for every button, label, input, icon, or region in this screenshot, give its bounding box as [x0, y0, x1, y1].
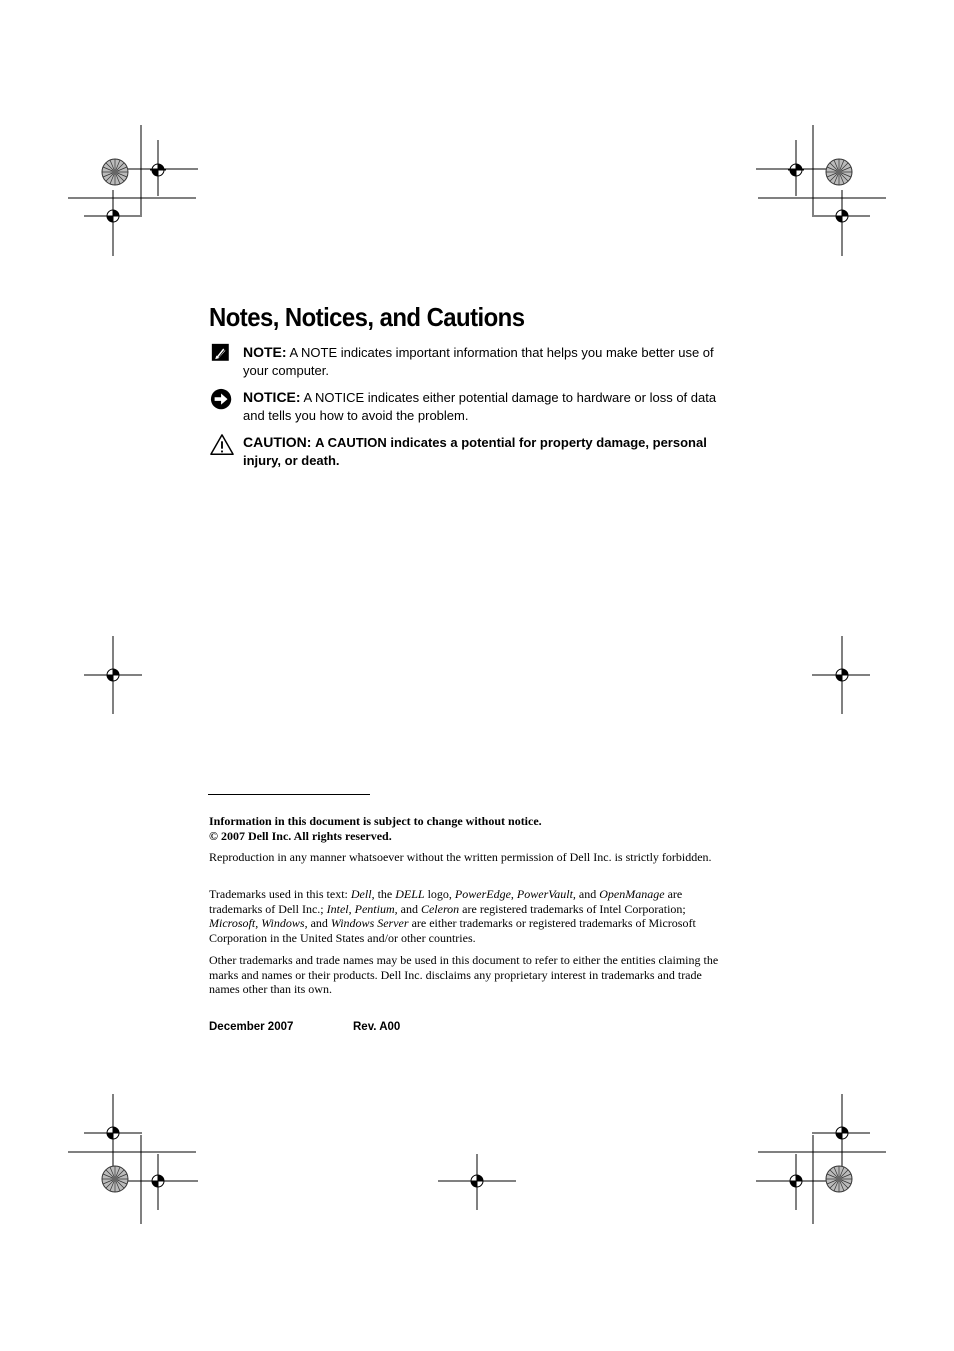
- tm-dell-logo: DELL: [395, 887, 425, 901]
- tm-text: Trademarks used in this text:: [209, 887, 351, 901]
- tm-celeron: Celeron: [420, 901, 460, 916]
- note-text: [243, 343, 728, 380]
- notice-text: [243, 388, 728, 425]
- notice-label: NOTICE:: [243, 389, 301, 405]
- change-notice-line: Information in this document is subject to change without notice.: [209, 814, 542, 828]
- note-body: A NOTE indicates important information that helps you make better use of your computer.: [243, 345, 714, 378]
- tm-intel: Intel: [326, 901, 349, 916]
- tm-text: ,: [255, 916, 262, 930]
- trademarks-paragraph: [209, 887, 724, 945]
- note-label: NOTE:: [243, 344, 287, 360]
- tm-windows-server: Windows Server: [330, 916, 409, 930]
- tm-poweredge: PowerEdge: [454, 887, 511, 901]
- page-title: Notes, Notices, and Cautions: [209, 302, 525, 332]
- tm-windows: Windows: [261, 916, 305, 930]
- tm-text: are either trademarks or registered trademarks of Microsoft Corporation in the United States and/or other countries.: [209, 916, 696, 945]
- footer-revision: Rev. A00: [353, 1021, 401, 1033]
- caution-text: [243, 433, 728, 470]
- pencil-note-icon: [211, 343, 233, 365]
- tm-text: ,: [348, 901, 355, 916]
- other-trademarks-paragraph: Other trademarks and trade names may be used in this document to refer to either the entities claiming the marks and names or their products. Dell Inc. disclaims any proprietary interest in trademarks and trade names other than its own.: [209, 953, 719, 996]
- arrow-notice-icon: [210, 388, 234, 412]
- tm-text: are trademarks of Dell Inc.;: [209, 887, 683, 916]
- notice-body: A NOTICE indicates either potential damage to hardware or loss of data and tells you how to avoid the problem.: [243, 390, 717, 423]
- tm-powervault: PowerVault,: [516, 887, 576, 901]
- reproduction-paragraph: Reproduction in any manner whatsoever without the written permission of Dell Inc. is strictly forbidden.: [209, 850, 712, 864]
- tm-dell: Dell: [350, 887, 372, 901]
- tm-text: , and: [304, 916, 331, 930]
- tm-text: logo,: [424, 887, 455, 901]
- tm-text: and: [575, 887, 600, 901]
- footer-date: December 2007: [209, 1021, 294, 1033]
- legal-header: [209, 814, 724, 843]
- caution-body: A CAUTION indicates a potential for property damage, personal injury, or death.: [243, 435, 707, 468]
- tm-microsoft: Microsoft: [209, 916, 256, 930]
- tm-text: and: [397, 901, 421, 916]
- footnote-rule: [208, 794, 370, 795]
- tm-openmanage: OpenManage: [599, 887, 665, 901]
- caution-label: CAUTION:: [243, 434, 312, 450]
- tm-pentium: Pentium,: [354, 901, 398, 916]
- copyright-line: © 2007 Dell Inc. All rights reserved.: [209, 828, 392, 843]
- warning-triangle-icon: [208, 433, 236, 457]
- tm-text: ,: [510, 887, 517, 901]
- tm-text: , the: [371, 887, 396, 901]
- tm-text: are registered trademarks of Intel Corporation;: [459, 901, 686, 916]
